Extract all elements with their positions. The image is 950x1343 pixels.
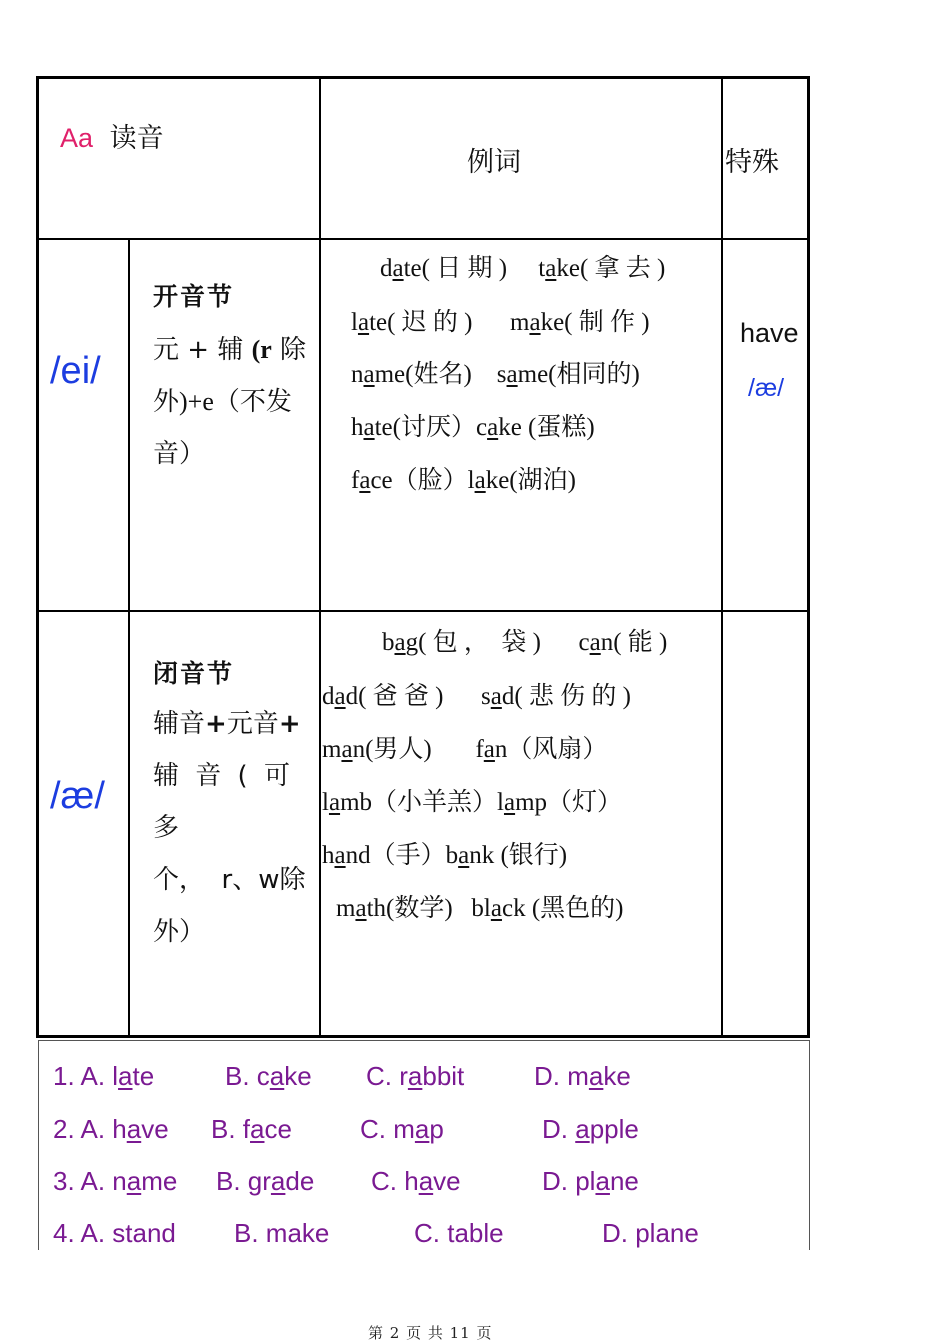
table-border-left [36, 76, 39, 1038]
question-2: 2. A. have B. face C. map D. apple [53, 1114, 639, 1144]
option-d: D. apple [542, 1114, 639, 1144]
option-d: D. plane [542, 1166, 639, 1196]
rule-line: 音） [153, 439, 206, 469]
option-d: D. make [534, 1061, 631, 1091]
special-word-have: have [740, 318, 799, 348]
example-line: math(数学) black (黑色的) [336, 895, 624, 922]
page-footer: 第 2 页 共 11 页 [368, 1324, 493, 1342]
question-1: 1. A. late B. cake C. rabbit D. make [53, 1061, 631, 1091]
table-row-divider-2 [36, 610, 810, 612]
table-col-divider-special [721, 76, 723, 1038]
rule-line: 外） [153, 917, 206, 947]
rule-line: 元 + 辅 (r 除 [153, 335, 307, 365]
option-b: B. cake [225, 1061, 312, 1091]
table-border-right [807, 76, 810, 1038]
question-4: 4. A. stand B. make C. table D. plane [53, 1218, 699, 1248]
rule-title-open-syllable: 开音节 [153, 282, 235, 311]
table-row-divider-1 [36, 238, 810, 240]
question-number: 4. [53, 1218, 75, 1248]
question-number: 1. [53, 1061, 75, 1091]
question-number: 2. [53, 1114, 75, 1144]
option-b: B. grade [216, 1166, 315, 1196]
rule-line: 外)+e（不发 [153, 387, 292, 417]
table-border-bottom [36, 1035, 810, 1038]
question-4-clip [38, 1250, 810, 1258]
option-b: B. make [234, 1218, 330, 1248]
example-line: face（脸）lake(湖泊) [351, 467, 576, 494]
rule-line: 辅 音 ( 可 多 [153, 761, 294, 843]
example-line: date( 日 期 ) take( 拿 去 ) [380, 255, 666, 282]
option-d: D. plane [602, 1218, 699, 1248]
example-line: hand（手）bank (银行) [322, 842, 568, 869]
option-c: C. map [360, 1114, 444, 1144]
option-c: C. have [371, 1166, 461, 1196]
rule-title-closed-syllable: 闭音节 [153, 659, 235, 688]
example-line: dad( 爸 爸 ) sad( 悲 伤 的 ) [322, 683, 632, 710]
option-c: C. rabbit [366, 1061, 465, 1091]
question-number: 3. [53, 1166, 75, 1196]
header-reading-label: 读音 [109, 123, 164, 154]
rule-text-closed-syllable [153, 698, 313, 958]
phoneme-ei: /ei/ [50, 350, 101, 392]
special-phoneme: /æ/ [748, 374, 785, 402]
rule-line: 个， r、w除 [153, 865, 306, 895]
example-line: name(姓名) same(相同的) [351, 361, 640, 388]
example-line: man(男人) fan（风扇） [322, 736, 608, 763]
option-b: B. face [211, 1114, 292, 1144]
table-col-divider-phoneme [128, 238, 130, 1038]
question-3: 3. A. name B. grade C. have D. plane [53, 1166, 639, 1196]
option-c: C. table [414, 1218, 504, 1248]
header-special: 特殊 [725, 147, 779, 178]
header-examples: 例词 [467, 147, 521, 178]
table-border-top [36, 76, 810, 79]
rule-line: 辅音+元音+ [153, 709, 301, 739]
example-line: bag( 包 ， 袋 ) can( 能 ) [382, 629, 668, 656]
table-col-divider-examples [319, 76, 321, 1038]
header-reading [60, 116, 164, 155]
example-line: lamb（小羊羔）lamp（灯） [322, 789, 623, 816]
example-line: late( 迟 的 ) make( 制 作 ) [351, 309, 650, 336]
header-aa: Aa [60, 123, 94, 153]
phoneme-ae: /æ/ [50, 775, 105, 817]
rule-text-open-syllable [153, 324, 313, 480]
example-line: hate(讨厌）cake (蛋糕) [351, 414, 595, 441]
